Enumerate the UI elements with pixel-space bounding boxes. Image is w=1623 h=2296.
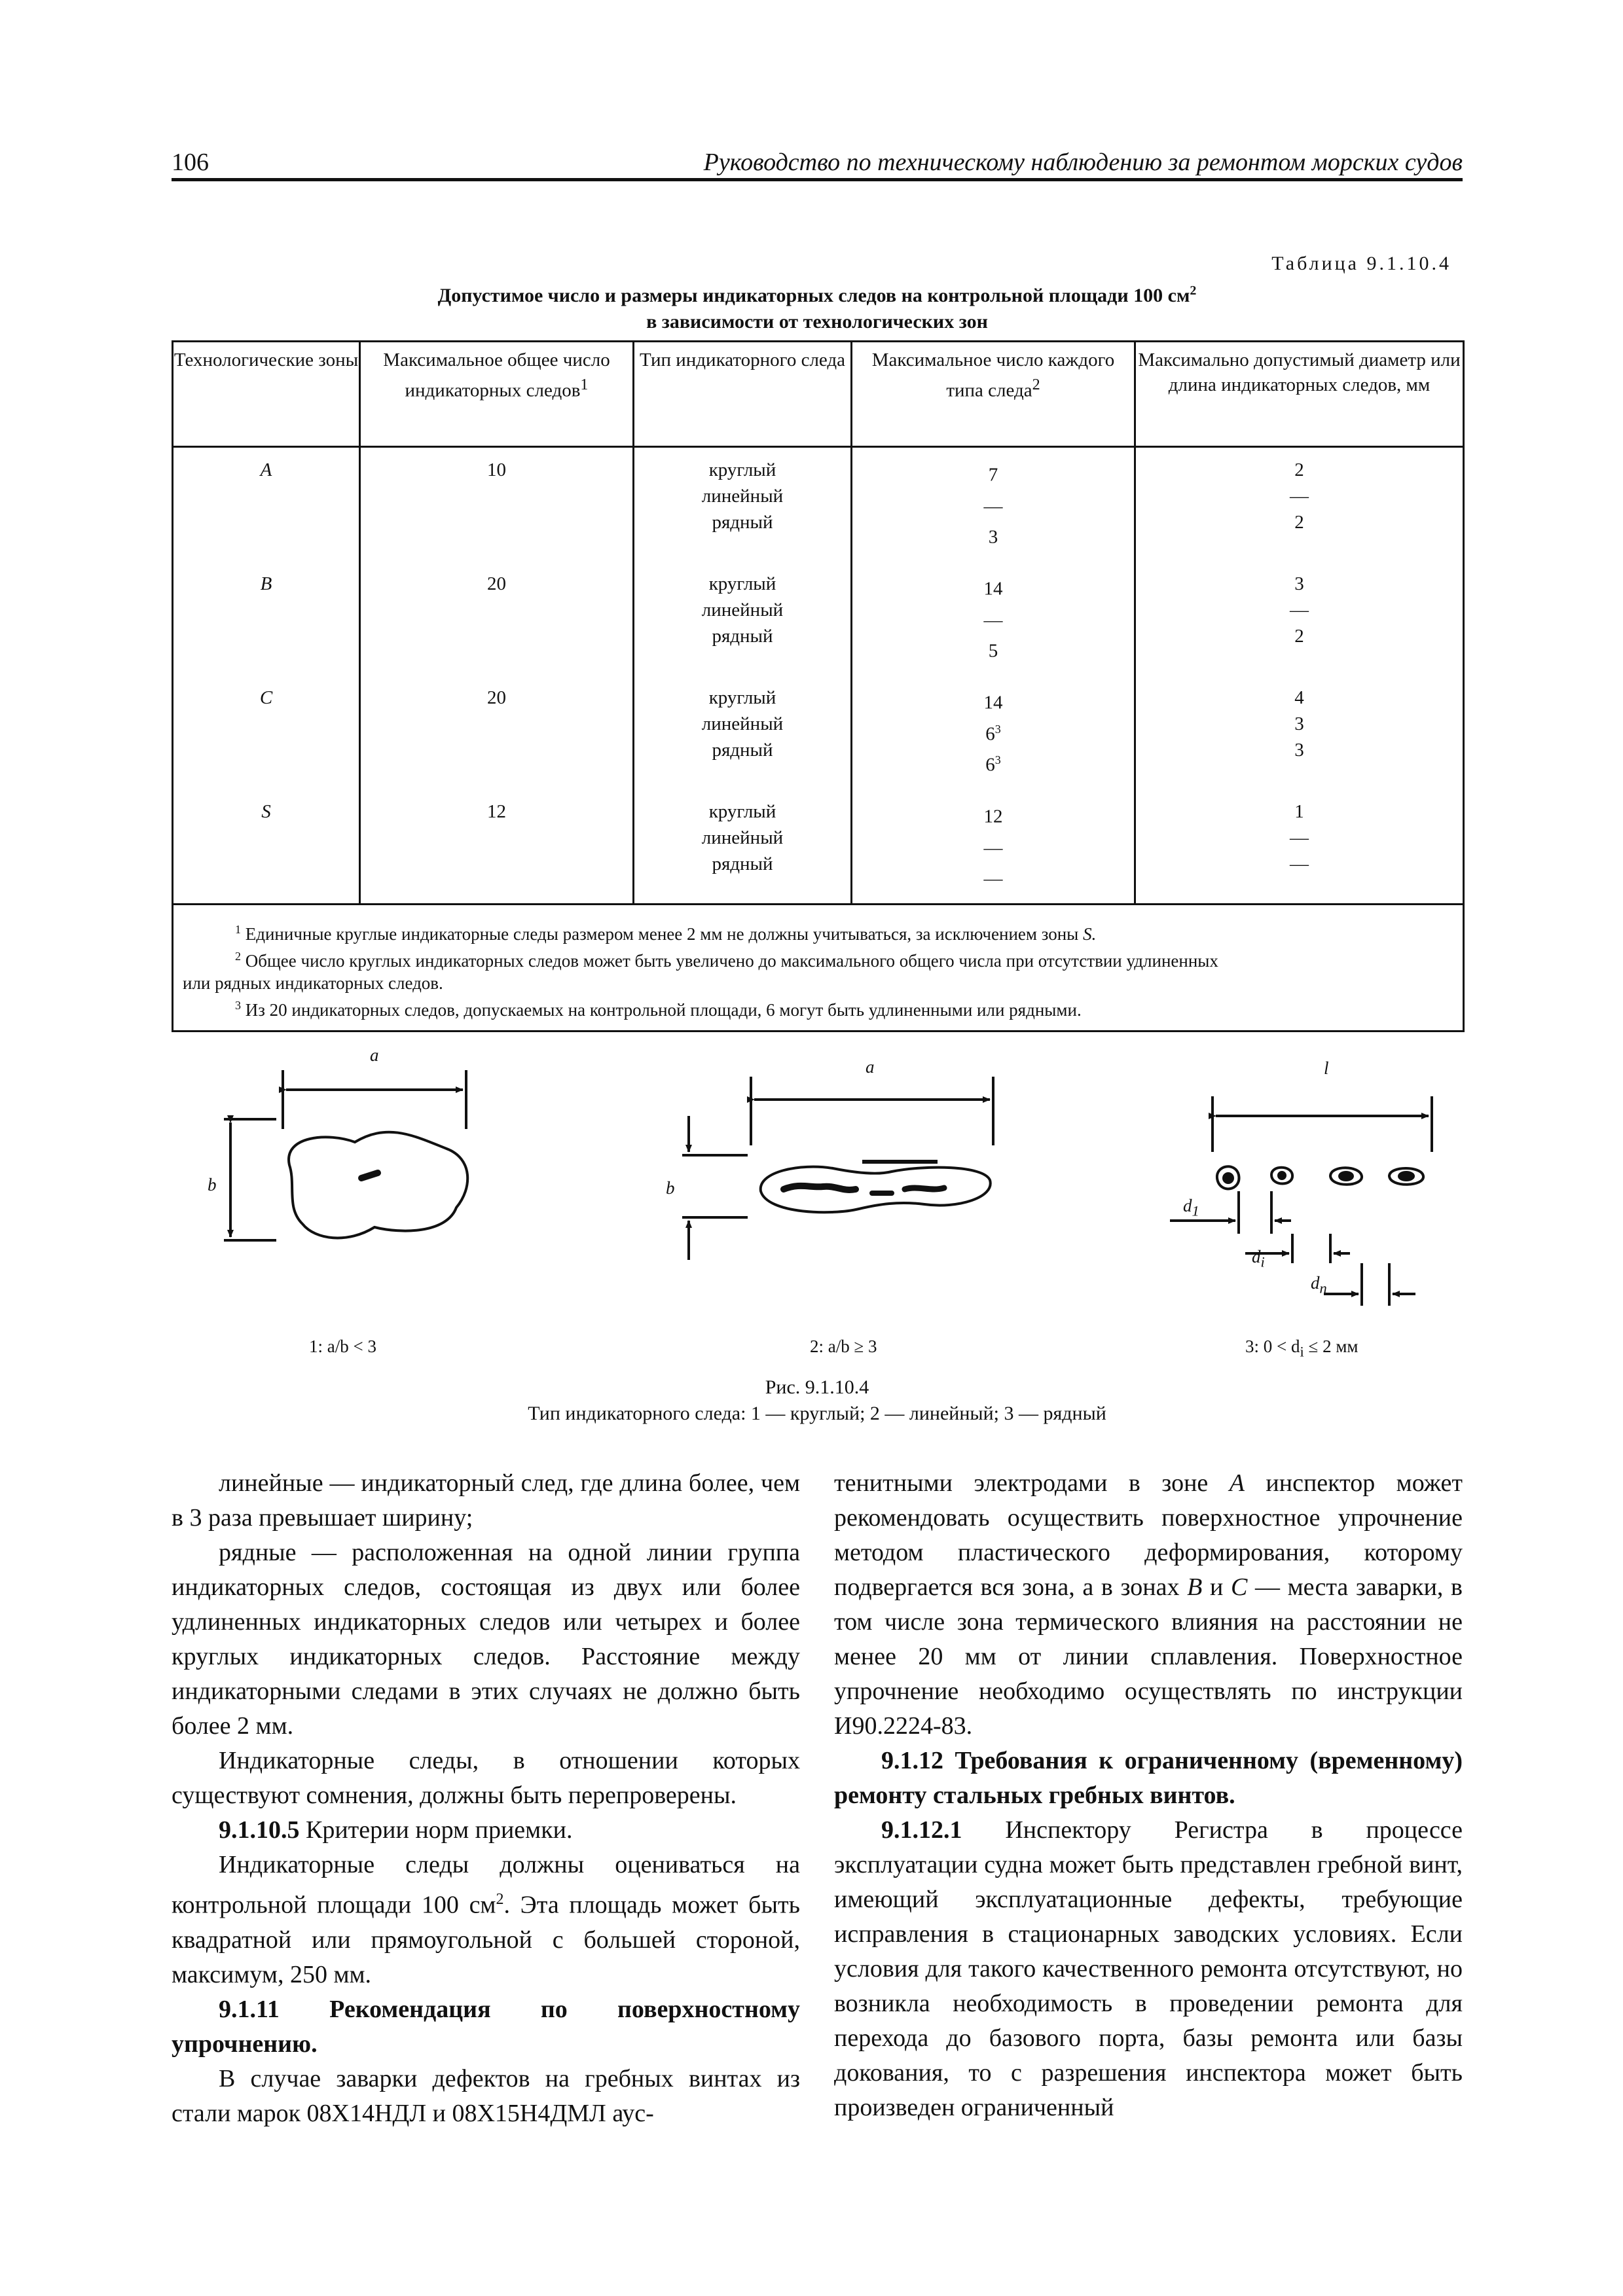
sketch-round-indication: [224, 1070, 467, 1240]
text-column-left: [172, 1466, 800, 2131]
cell-counts: 14 $6^3$ $6^3$: [852, 675, 1135, 789]
label-b-2: b: [666, 1178, 675, 1198]
footnote-3: $^3$ Из 20 индикаторных следов, допускаемых на контрольной площади, 6 могут быть удлиненными или рядными.: [235, 999, 1082, 1020]
footnote-2-cont: или рядных индикаторных следов.: [183, 973, 443, 993]
table-footnotes: [173, 905, 1464, 1031]
para-hardening: тенитными электродами в зоне A инспектор может рекомендовать осуществить поверхностное упрочнение методом пластического деформирования, которому подвергается вся зона, а в зонах B и C — места заварки, в том числе зона термического влияния на расстоянии не менее 20 мм от линии сплавления. Поверхностное упрочнение необходимо осуществлять по инструкции И90.2224-83.: [834, 1469, 1463, 1740]
cell-zone: S: [173, 789, 360, 905]
label-a-1: a: [370, 1045, 379, 1065]
header-size: Максимально допустимый диаметр или длина индикаторных следов, мм: [1135, 342, 1464, 447]
table-footnotes-row: [173, 905, 1464, 1031]
cell-sizes: 3 — 2: [1135, 562, 1464, 675]
header-total: Максимальное общее число индикаторных следов$^1$: [360, 342, 634, 447]
page-header: [172, 148, 1463, 177]
sketch-linear-indication: [682, 1077, 993, 1260]
heading-9-1-12: 9.1.12 Требования к ограниченному (временному) ремонту стальных гребных винтов.: [834, 1747, 1463, 1809]
figure-caption-text: Тип индикаторного следа: 1 — круглый; 2 — линейный; 3 — рядный: [528, 1403, 1106, 1424]
table-row: [173, 675, 1464, 789]
cell-types: круглый линейный рядный: [634, 789, 852, 905]
cell-types: круглый линейный рядный: [634, 675, 852, 789]
footnote-1: $^1$ Единичные круглые индикаторные следы размером менее 2 мм не должны учитываться, за исключением зоны S.: [235, 923, 1097, 944]
cell-sizes: 1 — —: [1135, 789, 1464, 905]
cell-counts: 14 — 5: [852, 562, 1135, 675]
header-rule: [172, 178, 1463, 181]
table-caption: [172, 278, 1463, 335]
cell-zone: A: [173, 447, 360, 562]
cell-types: круглый линейный рядный: [634, 562, 852, 675]
cell-zone: C: [173, 675, 360, 789]
cell-total: 20: [360, 562, 634, 675]
label-di: $d_i$: [1252, 1247, 1265, 1270]
page-number: 106: [172, 149, 209, 176]
cell-sizes: 4 3 3: [1135, 675, 1464, 789]
cell-counts: 12 — —: [852, 789, 1135, 905]
cell-total: 10: [360, 447, 634, 562]
norms-table-wrap: [172, 340, 1463, 1032]
cell-total: 12: [360, 789, 634, 905]
footnote-2: $^2$ Общее число круглых индикаторных следов может быть увеличено до максимального общего числа при отсутствии удлиненных: [235, 950, 1218, 971]
subfigure-1-label: 1: a/b < 3: [309, 1336, 376, 1356]
cell-sizes: 2 — 2: [1135, 447, 1464, 562]
para-linear: линейные — индикаторный след, где длина более, чем в 3 раза превышает ширину;: [172, 1469, 800, 1532]
table-header-row: [173, 342, 1464, 447]
sketch-aligned-indications: [1170, 1096, 1432, 1306]
table-label: Таблица 9.1.10.4: [1271, 253, 1451, 274]
label-d1: $d_1$: [1183, 1196, 1199, 1219]
para-welding: В случае заварки дефектов на гребных винтах из стали марок 08Х14НДЛ и 08Х15Н4ДМЛ аус-: [172, 2064, 800, 2127]
cell-counts: 7 — 3: [852, 447, 1135, 562]
text-column-right: [834, 1466, 1463, 2125]
label-b-1: b: [208, 1175, 217, 1194]
header-zones: Технологические зоны: [173, 342, 360, 447]
header-count: Максимальное число каждого типа следа$^2$: [852, 342, 1135, 447]
table-caption-line1: Допустимое число и размеры индикаторных следов на контрольной площади 100 см: [437, 285, 1190, 306]
table-caption-line2: в зависимости от технологических зон: [646, 311, 988, 332]
para-criteria: 9.1.10.5 Критерии норм приемки.: [219, 1816, 573, 1844]
subfigure-3-label: 3: $0 < d_i \le 2$ мм: [1245, 1336, 1359, 1360]
cell-types: круглый линейный рядный: [634, 447, 852, 562]
norms-table: [172, 340, 1465, 1032]
para-doubtful: Индикаторные следы, в отношении которых существуют сомнения, должны быть перепроверены.: [172, 1747, 800, 1809]
figure-caption-title: Рис. 9.1.10.4: [765, 1376, 869, 1398]
header-type: Тип индикаторного следа: [634, 342, 852, 447]
running-title: Руководство по техническому наблюдению за ремонтом морских судов: [703, 149, 1463, 176]
label-l: l: [1324, 1058, 1329, 1078]
label-a-2: a: [866, 1057, 875, 1077]
table-row: [173, 789, 1464, 905]
figure-caption: [172, 1374, 1463, 1427]
para-aligned: рядные — расположенная на одной линии группа индикаторных следов, состоящая из двух или более удлиненных индикаторных следов или четырех и более круглых индикаторных следов. Расстояние между индикаторными следами в этих случаях не должно быть более 2 мм.: [172, 1539, 800, 1740]
table-caption-sup: 2: [1190, 283, 1197, 298]
label-dn: $d_n$: [1311, 1273, 1327, 1297]
cell-total: 20: [360, 675, 634, 789]
table-row: [173, 562, 1464, 675]
cell-zone: B: [173, 562, 360, 675]
para-limited-repair: 9.1.12.1 Инспектору Регистра в процессе эксплуатации судна может быть представлен гребной винт, имеющий эксплуатационные дефекты, требующие исправления в стационарных заводских условиях. Если условия для такого качественного ремонта отсутствуют, но возникла необходимость в проведении ремонта для перехода до базового порта, базы ремонта или базы докования, то с разрешения инспектора может быть произведен ограниченный: [834, 1816, 1463, 2121]
subfigure-2-label: 2: a/b ≥ 3: [810, 1336, 877, 1356]
table-row: [173, 447, 1464, 562]
para-area: Индикаторные следы должны оцениваться на контрольной площади 100 $см^2$. Эта площадь может быть квадратной или прямоугольной с большей стороной, максимум, 250 мм.: [172, 1851, 800, 1988]
heading-9-1-11: 9.1.11 Рекомендация по поверхностному упрочнению.: [172, 1995, 800, 2058]
